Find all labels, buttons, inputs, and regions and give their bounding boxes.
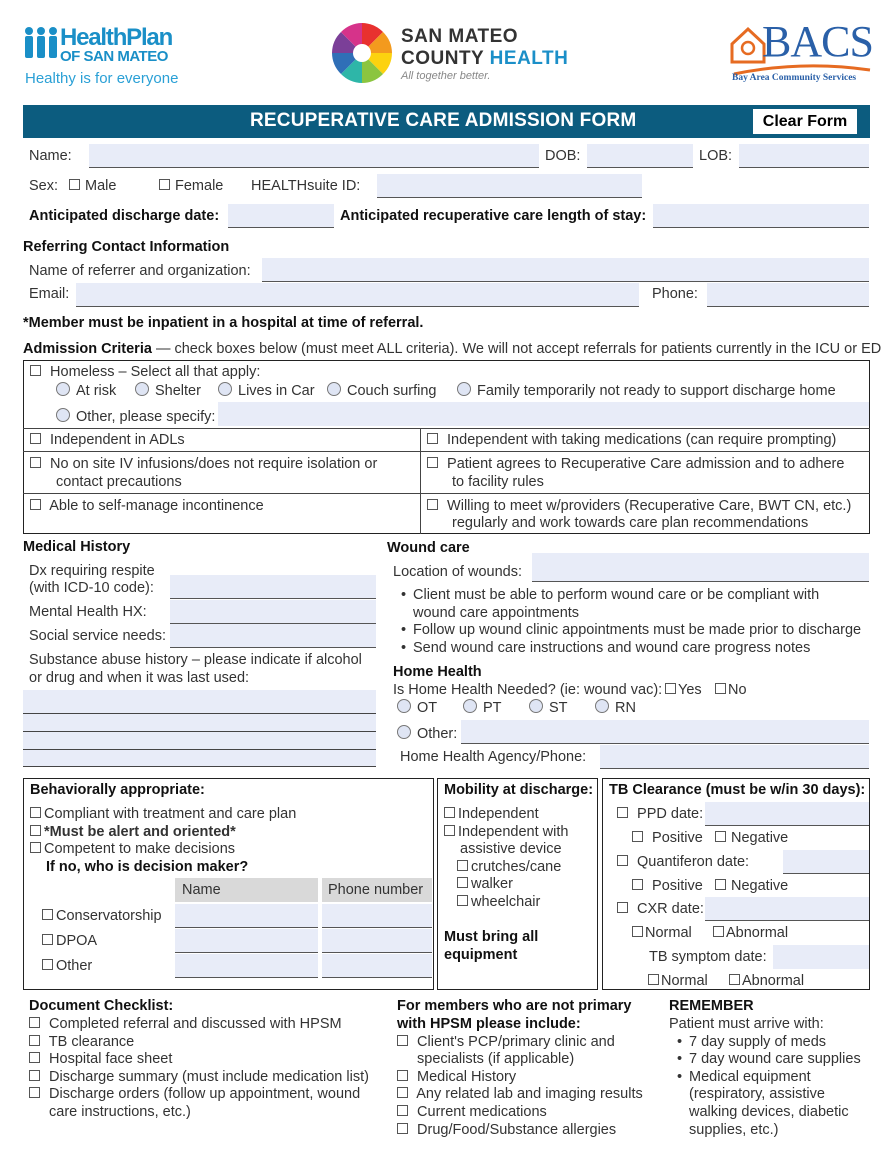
criteria-divider bbox=[23, 493, 870, 494]
wound-location-label: Location of wounds: bbox=[393, 564, 522, 580]
ppd-positive[interactable] bbox=[632, 830, 703, 846]
shelter-radio[interactable] bbox=[135, 382, 149, 396]
quantiferon-label: Quantiferon date: bbox=[637, 854, 750, 870]
phone-field[interactable] bbox=[707, 283, 869, 307]
discharge-date-field[interactable] bbox=[228, 204, 334, 228]
dpoa-option[interactable] bbox=[42, 933, 97, 949]
smch-name-county: COUNTY bbox=[401, 48, 484, 69]
home-health-heading: Home Health bbox=[393, 664, 482, 680]
social-service-field[interactable] bbox=[170, 624, 376, 648]
incontinence-option[interactable] bbox=[30, 498, 264, 514]
doc-face-sheet-checkbox[interactable] bbox=[29, 1052, 40, 1063]
incontinence-label: Able to self-manage incontinence bbox=[49, 498, 264, 514]
cxr-abnormal-label: Abnormal bbox=[726, 925, 789, 941]
smch-logo bbox=[331, 22, 571, 86]
name-label: Name: bbox=[29, 148, 72, 164]
compliant-label: Compliant with treatment and care plan bbox=[44, 806, 297, 822]
symptom-abnormal[interactable] bbox=[729, 973, 804, 989]
doc-referral-checkbox[interactable] bbox=[29, 1017, 40, 1028]
providers-label-cont: regularly and work towards care plan recommendations bbox=[452, 515, 809, 531]
other-decision-phone-field[interactable] bbox=[322, 954, 432, 978]
doc-discharge-orders-checkbox[interactable] bbox=[29, 1087, 40, 1098]
walker-option[interactable] bbox=[457, 876, 513, 892]
conservatorship-name-field[interactable] bbox=[175, 904, 318, 928]
np-medical-history[interactable] bbox=[397, 1069, 516, 1085]
home-health-yes[interactable] bbox=[665, 682, 702, 698]
np-lab-checkbox[interactable] bbox=[397, 1087, 408, 1098]
social-service-label: Social service needs: bbox=[29, 628, 167, 644]
rn-radio[interactable] bbox=[595, 699, 609, 713]
ot-label: OT bbox=[417, 700, 438, 716]
homeless-shelter[interactable] bbox=[135, 382, 201, 399]
substance-rule bbox=[23, 713, 376, 714]
providers-checkbox[interactable] bbox=[427, 499, 438, 510]
crutches-label: crutches/cane bbox=[471, 859, 562, 875]
symptom-normal-checkbox[interactable] bbox=[648, 974, 659, 985]
alert-label: *Must be alert and oriented* bbox=[44, 824, 236, 840]
phone-label: Phone: bbox=[652, 286, 698, 302]
medical-history-heading: Medical History bbox=[23, 539, 131, 555]
substance-label-cont: or drug and when it was last used: bbox=[29, 670, 250, 686]
name-column-header bbox=[175, 878, 318, 902]
cxr-normal-checkbox[interactable] bbox=[632, 926, 643, 937]
referrer-label: Name of referrer and organization: bbox=[29, 263, 251, 279]
criteria-heading: Admission Criteria bbox=[23, 341, 152, 357]
substance-label: Substance abuse history – please indicate if alcohol bbox=[29, 652, 362, 668]
dx-label: Dx requiring respite bbox=[29, 563, 155, 579]
cxr-normal-label: Normal bbox=[645, 925, 692, 941]
other-service-field[interactable] bbox=[461, 720, 869, 744]
at-risk-label: At risk bbox=[76, 383, 117, 399]
bacs-subtitle: Bay Area Community Services bbox=[732, 73, 857, 83]
agrees-option[interactable] bbox=[427, 456, 844, 472]
ppd-negative[interactable] bbox=[715, 830, 788, 846]
male-checkbox[interactable] bbox=[69, 179, 80, 190]
symptom-date-label: TB symptom date: bbox=[649, 949, 767, 965]
doc-discharge-summary-label: Discharge summary (must include medication list) bbox=[49, 1069, 369, 1085]
np-pcp-cont: specialists (if applicable) bbox=[417, 1051, 575, 1067]
conservatorship-checkbox[interactable] bbox=[42, 909, 53, 920]
non-primary-heading-cont: with HPSM please include: bbox=[397, 1016, 581, 1032]
female-label: Female bbox=[175, 178, 224, 194]
homeless-label: Homeless – Select all that apply: bbox=[50, 364, 261, 380]
np-pcp-checkbox[interactable] bbox=[397, 1035, 408, 1046]
stay-length-label: Anticipated recuperative care length of stay: bbox=[340, 208, 647, 224]
alert-option[interactable] bbox=[30, 824, 236, 840]
providers-option[interactable] bbox=[427, 498, 851, 514]
np-pcp[interactable] bbox=[397, 1034, 615, 1050]
medications-option[interactable] bbox=[427, 432, 836, 448]
ppd-checkbox[interactable] bbox=[617, 807, 628, 818]
doc-discharge-orders-cont: care instructions, etc.) bbox=[49, 1104, 191, 1120]
ppd-option[interactable] bbox=[617, 806, 703, 822]
symptom-normal-label: Normal bbox=[661, 973, 708, 989]
remember-item: • 7 day supply of meds bbox=[689, 1034, 826, 1050]
cxr-date-field[interactable] bbox=[705, 897, 869, 921]
hpsm-people-icon bbox=[22, 26, 60, 62]
pt-label: PT bbox=[483, 700, 502, 716]
other-decision-name-field[interactable] bbox=[175, 954, 318, 978]
clear-form-button[interactable]: Clear Form bbox=[753, 109, 857, 134]
homeless-option[interactable] bbox=[30, 364, 260, 380]
competent-checkbox[interactable] bbox=[30, 842, 41, 853]
lives-in-car-radio[interactable] bbox=[218, 382, 232, 396]
dob-field[interactable] bbox=[587, 144, 693, 168]
couch-surfing-label: Couch surfing bbox=[347, 383, 437, 399]
yes-label: Yes bbox=[678, 682, 702, 698]
mental-health-label: Mental Health HX: bbox=[29, 604, 147, 620]
crutches-option[interactable] bbox=[457, 859, 561, 875]
np-pcp-label: Client's PCP/primary clinic and bbox=[417, 1034, 615, 1050]
remember-heading: REMEMBER bbox=[669, 998, 754, 1014]
conservatorship-option[interactable] bbox=[42, 908, 162, 924]
quant-negative-checkbox[interactable] bbox=[715, 879, 726, 890]
ppd-label: PPD date: bbox=[637, 806, 704, 822]
phone-column-header bbox=[322, 878, 432, 902]
other-decision-label: Other bbox=[56, 958, 93, 974]
np-medications-checkbox[interactable] bbox=[397, 1105, 408, 1116]
cxr-checkbox[interactable] bbox=[617, 902, 628, 913]
conservatorship-label: Conservatorship bbox=[56, 908, 162, 924]
symptom-date-field[interactable] bbox=[773, 945, 869, 969]
other-service-radio[interactable] bbox=[397, 725, 411, 739]
alert-checkbox[interactable] bbox=[30, 825, 41, 836]
quant-positive-checkbox[interactable] bbox=[632, 879, 643, 890]
remember-item-cont: walking devices, diabetic bbox=[689, 1104, 849, 1120]
agrees-label-cont: to facility rules bbox=[452, 474, 544, 490]
wheelchair-label: wheelchair bbox=[471, 894, 541, 910]
doc-discharge-summary[interactable] bbox=[29, 1069, 369, 1085]
dpoa-checkbox[interactable] bbox=[42, 934, 53, 945]
home-health-no[interactable] bbox=[715, 682, 747, 698]
independent-label: Independent bbox=[458, 806, 539, 822]
cxr-abnormal-checkbox[interactable] bbox=[713, 926, 724, 937]
compliant-option[interactable] bbox=[30, 806, 296, 822]
competent-option[interactable] bbox=[30, 841, 235, 857]
ppd-positive-checkbox[interactable] bbox=[632, 831, 643, 842]
ppd-positive-label: Positive bbox=[652, 830, 703, 846]
doc-face-sheet-label: Hospital face sheet bbox=[49, 1051, 173, 1067]
symptom-abnormal-label: Abnormal bbox=[742, 973, 805, 989]
other-decision-option[interactable] bbox=[42, 958, 92, 974]
remember-intro: Patient must arrive with: bbox=[669, 1016, 824, 1032]
np-allergies-checkbox[interactable] bbox=[397, 1123, 408, 1134]
assistive-checkbox[interactable] bbox=[444, 825, 455, 836]
service-other[interactable] bbox=[397, 725, 457, 742]
bacs-logo bbox=[728, 17, 874, 86]
np-allergies[interactable] bbox=[397, 1122, 616, 1138]
medications-checkbox[interactable] bbox=[427, 433, 438, 444]
form-title-bar bbox=[23, 105, 870, 138]
doc-discharge-orders[interactable] bbox=[29, 1086, 360, 1102]
adl-checkbox[interactable] bbox=[30, 433, 41, 444]
other-specify-field[interactable] bbox=[218, 402, 869, 426]
incontinence-checkbox[interactable] bbox=[30, 499, 41, 510]
inpatient-note: *Member must be inpatient in a hospital at time of referral. bbox=[23, 315, 424, 331]
male-label: Male bbox=[85, 178, 117, 194]
non-primary-heading: For members who are not primary bbox=[397, 998, 632, 1014]
hpsm-name-line2: OF SAN MATEO bbox=[60, 48, 168, 65]
family-radio[interactable] bbox=[457, 382, 471, 396]
np-medical-history-checkbox[interactable] bbox=[397, 1070, 408, 1081]
walker-checkbox[interactable] bbox=[457, 877, 468, 888]
sex-female-option[interactable] bbox=[159, 178, 223, 194]
decision-maker-label: If no, who is decision maker? bbox=[46, 859, 249, 875]
adl-option[interactable] bbox=[30, 432, 185, 448]
dpoa-label: DPOA bbox=[56, 933, 98, 949]
equipment-note: Must bring all bbox=[444, 929, 539, 945]
yes-checkbox[interactable] bbox=[665, 683, 676, 694]
ot-radio[interactable] bbox=[397, 699, 411, 713]
email-label: Email: bbox=[29, 286, 70, 302]
conservatorship-phone-field[interactable] bbox=[322, 904, 432, 928]
independent-checkbox[interactable] bbox=[444, 807, 455, 818]
hpsm-tagline: Healthy is for everyone bbox=[25, 70, 179, 87]
criteria-instructions: — check boxes below (must meet ALL criteria). We will not accept referrals for patients currently in the ICU or ED bbox=[155, 341, 882, 357]
sex-male-option[interactable] bbox=[69, 178, 116, 194]
doc-tb-label: TB clearance bbox=[48, 1034, 135, 1050]
lives-in-car-label: Lives in Car bbox=[238, 383, 315, 399]
bacs-name: BACS bbox=[762, 17, 873, 66]
home-health-question: Is Home Health Needed? (ie: wound vac): bbox=[393, 682, 663, 698]
quant-negative[interactable] bbox=[715, 878, 788, 894]
referrer-field[interactable] bbox=[262, 258, 869, 282]
ppd-negative-label: Negative bbox=[731, 830, 789, 846]
hpsm-logo bbox=[22, 24, 192, 90]
doc-discharge-orders-label: Discharge orders (follow up appointment, wound bbox=[49, 1086, 361, 1102]
dpoa-phone-field[interactable] bbox=[322, 929, 432, 953]
dx-field[interactable] bbox=[170, 575, 376, 599]
tb-heading: TB Clearance (must be w/in 30 days): bbox=[609, 782, 866, 798]
cxr-normal[interactable] bbox=[632, 925, 692, 941]
doc-discharge-summary-checkbox[interactable] bbox=[29, 1070, 40, 1081]
phone-column-label: Phone number bbox=[328, 882, 424, 898]
couch-surfing-radio[interactable] bbox=[327, 382, 341, 396]
lob-label: LOB: bbox=[699, 148, 733, 164]
st-radio[interactable] bbox=[529, 699, 543, 713]
cxr-option[interactable] bbox=[617, 901, 704, 917]
smch-name-line1: SAN MATEO bbox=[401, 26, 519, 47]
service-pt[interactable] bbox=[463, 699, 502, 716]
st-label: ST bbox=[549, 700, 568, 716]
remember-item: • 7 day wound care supplies bbox=[689, 1051, 861, 1067]
cxr-label: CXR date: bbox=[637, 901, 704, 917]
other-specify-label: Other, please specify: bbox=[76, 409, 216, 425]
substance-rule bbox=[23, 749, 376, 750]
cxr-abnormal[interactable] bbox=[713, 925, 788, 941]
other-service-label: Other: bbox=[417, 726, 458, 742]
substance-field[interactable] bbox=[23, 690, 376, 766]
np-medications[interactable] bbox=[397, 1104, 547, 1120]
homeless-checkbox[interactable] bbox=[30, 365, 41, 376]
document-checklist-heading: Document Checklist: bbox=[29, 998, 174, 1014]
providers-label: Willing to meet w/providers (Recuperative Care, BWT CN, etc.) bbox=[447, 498, 852, 514]
wound-bullet: • Follow up wound clinic appointments must be made prior to discharge bbox=[413, 622, 861, 638]
assistive-option[interactable] bbox=[444, 824, 568, 840]
healthsuite-label: HEALTHsuite ID: bbox=[251, 178, 361, 194]
wheelchair-option[interactable] bbox=[457, 894, 540, 910]
other-decision-checkbox[interactable] bbox=[42, 959, 53, 970]
equipment-note-cont: equipment bbox=[444, 947, 518, 963]
competent-label: Competent to make decisions bbox=[44, 841, 236, 857]
pt-radio[interactable] bbox=[463, 699, 477, 713]
wound-bullet: • Client must be able to perform wound care or be compliant with bbox=[413, 587, 819, 603]
ppd-negative-checkbox[interactable] bbox=[715, 831, 726, 842]
service-rn[interactable] bbox=[595, 699, 636, 716]
criteria-heading-row bbox=[23, 341, 881, 357]
doc-referral[interactable] bbox=[29, 1016, 342, 1032]
service-st[interactable] bbox=[529, 699, 568, 716]
homeless-family[interactable] bbox=[457, 382, 836, 399]
iv-label-cont: contact precautions bbox=[56, 474, 182, 490]
criteria-divider bbox=[420, 428, 421, 534]
smch-name-health: HEALTH bbox=[489, 48, 569, 69]
np-medications-label: Current medications bbox=[417, 1104, 547, 1120]
no-checkbox[interactable] bbox=[715, 683, 726, 694]
iv-option[interactable] bbox=[30, 456, 377, 472]
quantiferon-date-field[interactable] bbox=[783, 850, 869, 874]
referring-heading: Referring Contact Information bbox=[23, 239, 230, 255]
lob-field[interactable] bbox=[739, 144, 869, 168]
agency-field[interactable] bbox=[600, 745, 869, 769]
discharge-date-label: Anticipated discharge date: bbox=[29, 208, 220, 224]
substance-rule bbox=[23, 766, 376, 767]
crutches-checkbox[interactable] bbox=[457, 860, 468, 871]
criteria-divider bbox=[23, 451, 870, 452]
assistive-label-cont: assistive device bbox=[460, 841, 562, 857]
quant-negative-label: Negative bbox=[731, 878, 789, 894]
quantiferon-option[interactable] bbox=[617, 854, 749, 870]
doc-tb-checkbox[interactable] bbox=[29, 1035, 40, 1046]
behavior-heading: Behaviorally appropriate: bbox=[30, 782, 205, 798]
hpsm-name: HealthPlan bbox=[60, 24, 173, 51]
substance-rule bbox=[23, 731, 376, 732]
homeless-other[interactable] bbox=[56, 408, 215, 425]
walker-label: walker bbox=[471, 876, 513, 892]
criteria-divider bbox=[23, 428, 870, 429]
agrees-checkbox[interactable] bbox=[427, 457, 438, 468]
np-lab-label: Any related lab and imaging results bbox=[416, 1086, 643, 1102]
homeless-couch[interactable] bbox=[327, 382, 436, 399]
symptom-abnormal-checkbox[interactable] bbox=[729, 974, 740, 985]
no-label: No bbox=[728, 682, 747, 698]
medications-label: Independent with taking medications (can require prompting) bbox=[447, 432, 837, 448]
symptom-normal[interactable] bbox=[648, 973, 708, 989]
wound-location-field[interactable] bbox=[532, 553, 869, 582]
dob-label: DOB: bbox=[545, 148, 581, 164]
rn-label: RN bbox=[615, 700, 636, 716]
compliant-checkbox[interactable] bbox=[30, 807, 41, 818]
smch-mosaic-icon bbox=[331, 22, 393, 84]
np-lab[interactable] bbox=[397, 1086, 643, 1102]
family-label: Family temporarily not ready to support discharge home bbox=[477, 383, 836, 399]
dpoa-name-field[interactable] bbox=[175, 929, 318, 953]
smch-tagline: All together better. bbox=[401, 70, 491, 82]
iv-label: No on site IV infusions/does not require isolation or bbox=[50, 456, 378, 472]
remember-item: • Medical equipment bbox=[689, 1069, 811, 1085]
doc-tb[interactable] bbox=[29, 1034, 134, 1050]
wound-bullet: • Send wound care instructions and wound care progress notes bbox=[413, 640, 810, 656]
wound-care-heading: Wound care bbox=[387, 540, 470, 556]
independent-option[interactable] bbox=[444, 806, 539, 822]
name-field[interactable] bbox=[89, 144, 539, 168]
iv-checkbox[interactable] bbox=[30, 457, 41, 468]
quant-positive[interactable] bbox=[632, 878, 703, 894]
adl-label: Independent in ADLs bbox=[50, 432, 185, 448]
female-checkbox[interactable] bbox=[159, 179, 170, 190]
at-risk-radio[interactable] bbox=[56, 382, 70, 396]
stay-length-field[interactable] bbox=[653, 204, 869, 228]
service-ot[interactable] bbox=[397, 699, 437, 716]
quantiferon-checkbox[interactable] bbox=[617, 855, 628, 866]
healthsuite-field[interactable] bbox=[377, 174, 642, 198]
email-field[interactable] bbox=[76, 283, 639, 307]
shelter-label: Shelter bbox=[155, 383, 201, 399]
homeless-at-risk[interactable] bbox=[56, 382, 116, 399]
agrees-label: Patient agrees to Recuperative Care admission and to adhere bbox=[447, 456, 845, 472]
other-radio[interactable] bbox=[56, 408, 70, 422]
ppd-date-field[interactable] bbox=[705, 802, 869, 826]
sex-label: Sex: bbox=[29, 178, 59, 194]
dx-label-cont: (with ICD-10 code): bbox=[29, 580, 154, 596]
form-title: RECUPERATIVE CARE ADMISSION FORM bbox=[250, 110, 637, 131]
remember-item-cont: (respiratory, assistive bbox=[689, 1086, 825, 1102]
mental-health-field[interactable] bbox=[170, 600, 376, 624]
name-column-label: Name bbox=[182, 882, 221, 898]
doc-referral-label: Completed referral and discussed with HPSM bbox=[49, 1016, 342, 1032]
np-allergies-label: Drug/Food/Substance allergies bbox=[417, 1122, 617, 1138]
mobility-heading: Mobility at discharge: bbox=[444, 782, 594, 798]
quant-positive-label: Positive bbox=[652, 878, 703, 894]
remember-item-cont: supplies, etc.) bbox=[689, 1122, 779, 1138]
wheelchair-checkbox[interactable] bbox=[457, 895, 468, 906]
doc-face-sheet[interactable] bbox=[29, 1051, 172, 1067]
homeless-car[interactable] bbox=[218, 382, 315, 399]
np-medical-history-label: Medical History bbox=[417, 1069, 517, 1085]
assistive-label: Independent with bbox=[458, 824, 569, 840]
wound-bullet-cont: wound care appointments bbox=[413, 605, 580, 621]
agency-label: Home Health Agency/Phone: bbox=[400, 749, 587, 765]
